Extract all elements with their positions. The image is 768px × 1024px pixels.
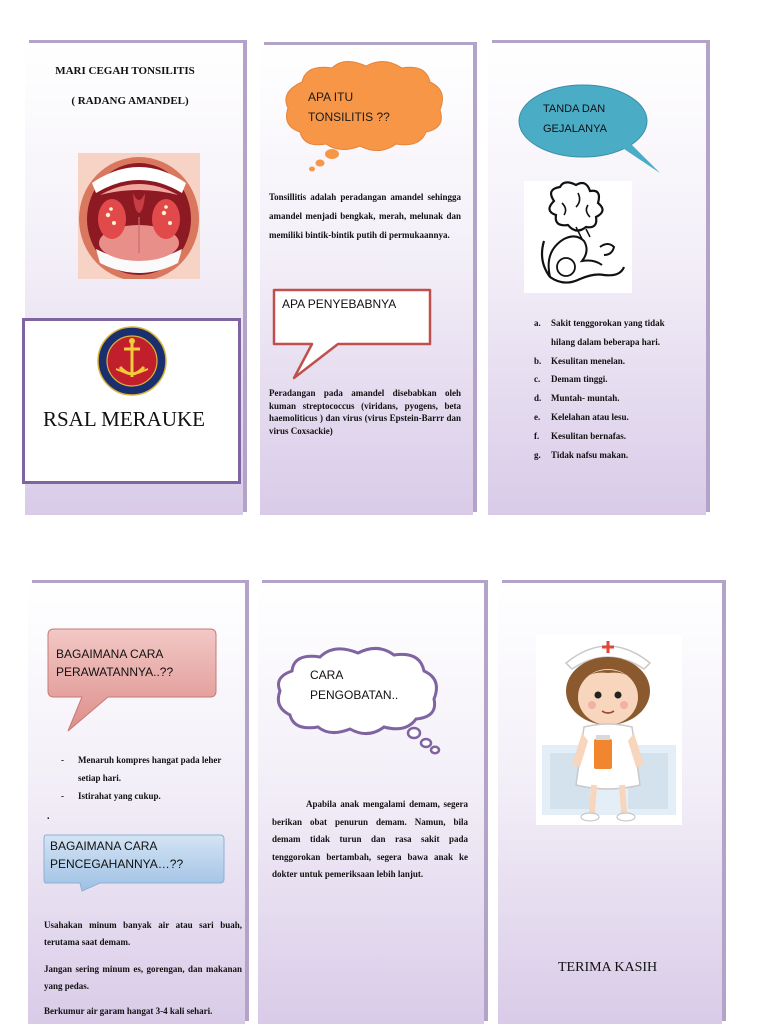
panel-cover [25,43,243,515]
closing-text: TERIMA KASIH [558,960,658,975]
pink-box-text: BAGAIMANA CARA PERAWATANNYA..?? [56,647,174,679]
hospital-logo-emblem [96,325,168,397]
care-item: - Menaruh kompres hangat pada leher setiap hari. [61,751,233,787]
definition-text: Tonsillitis adalah peradangan amandel sehingga amandel menjadi bengkak, merah, melunak dan memiliki bintik-bintik putih di permukaannya. [269,192,461,240]
red-box-text: APA PENYEBABNYA [282,297,397,311]
sore-throat-person-sketch [524,181,632,293]
blue-box-text: BAGAIMANA CARA PENCEGAHANNYA…?? [50,839,184,871]
symptom-item: a. Sakit tenggorokan yang tidak [534,318,665,328]
symptom-item: g. Tidak nafsu makan. [534,449,629,460]
open-mouth-tonsils-image [78,153,200,279]
panel-definition [260,45,473,515]
symptom-item: hilang dalam beberapa hari. [551,336,661,347]
prevention-item: Jangan sering minum es, gorengan, dan makanan yang pedas. [44,964,242,991]
symptom-item: f. Kesulitan bernafas. [534,430,627,441]
symptom-item: d. Muntah- muntah. [534,393,620,404]
symptom-list [534,314,704,464]
prevention-item: Usahakan minum banyak air atau sari buah, terutama saat demam. [44,920,242,947]
symptom-item: c. Demam tinggi. [534,374,608,385]
care-list [61,751,233,805]
nurse-illustration [536,635,682,825]
panel-closing [498,583,722,1024]
hospital-card [22,318,241,484]
teal-bubble-text: TANDA DAN GEJALANYA [543,103,607,135]
cause-text: Peradangan pada amandel disebabkan oleh kuman streptococcus (viridans, pyogens, beta haemoliticus ) dan virus (virus Epstein-Barrr dan virus Coxsackie) [269,388,461,436]
care-item: - Istirahat yang cukup. [61,787,233,805]
panel-symptoms [488,43,706,515]
purple-cloud-text: CARA PENGOBATAN.. [310,668,399,702]
prevention-item: Berkumur air garam hangat 3-4 kali sehari. [44,1006,213,1016]
symptom-item: e. Kelelahan atau lesu. [534,411,629,422]
panel-care-prevention [28,583,245,1024]
treatment-text: Apabila anak mengalami demam, segera berikan obat penurun demam. Namun, bila demam tidak turun dan rasa sakit pada tenggorokan bertambah, segera bawa anak ke dokter untuk pemeriksaan lebih lanjut. [272,799,468,879]
stray-dot: . [47,811,50,822]
symptom-item: b. Kesulitan menelan. [534,355,626,366]
cover-title-line1: MARI CEGAH TONSILITIS [55,65,195,77]
panel-treatment [258,583,484,1024]
cover-title-line2: ( RADANG AMANDEL) [71,95,189,107]
hospital-name: RSAL MERAUKE [43,407,205,431]
orange-bubble-text: APA ITU TONSILITIS ?? [308,90,390,124]
